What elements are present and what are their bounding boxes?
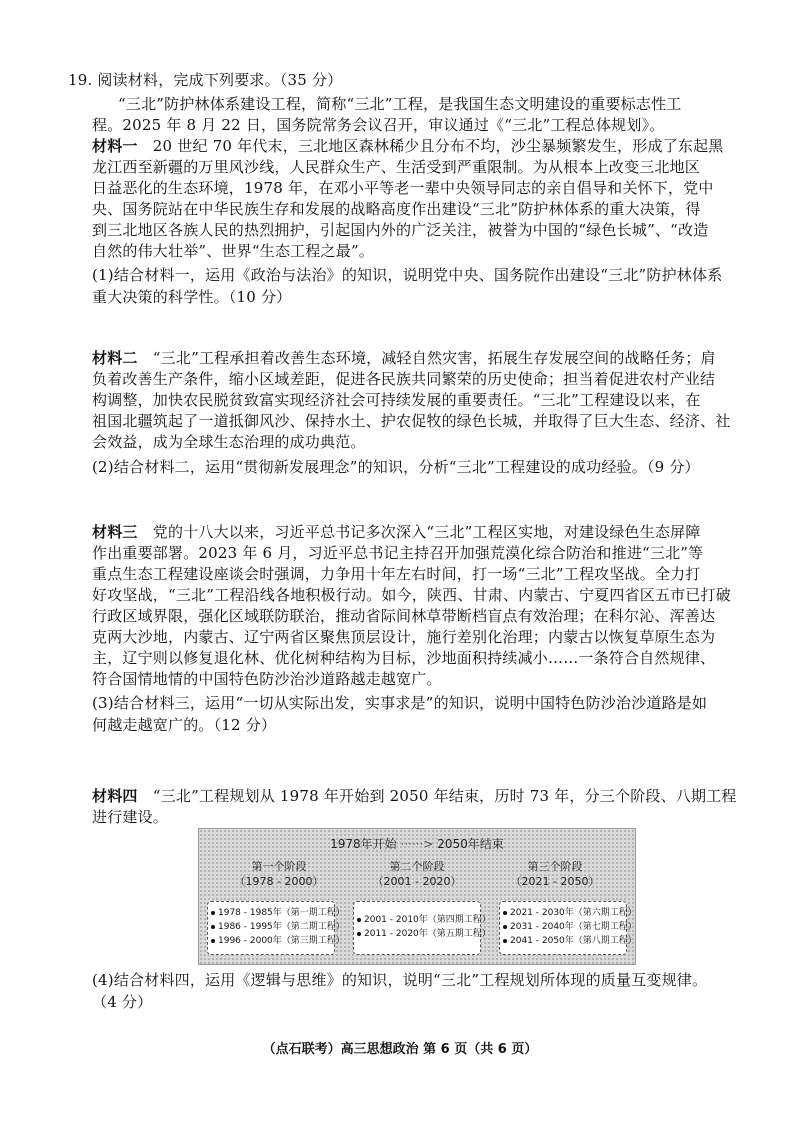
bullet-icon [503, 939, 507, 943]
period-item [357, 913, 491, 927]
bullet-icon [211, 925, 215, 929]
period-label: 2021 - 2030年（第六期工程） [510, 908, 637, 918]
question-header: 19. 阅读材料，完成下列要求。（35 分） [68, 71, 343, 89]
period-item [503, 906, 637, 920]
material2-line-5: 会效益，成为全球生态治理的成功典范。 [92, 433, 366, 451]
material3-label: 材料三 [92, 523, 138, 541]
period-item [211, 906, 345, 920]
bullet-icon [503, 925, 507, 929]
material1-line-5: 到三北地区各族人民的热烈拥护，引起国内外的广泛关注，被誉为中国的“绿色长城”、“改造 [92, 221, 709, 239]
material2-line-3: 构调整，加快农民脱贫致富实现经济社会可持续发展的重要责任。“三北”工程建设以来，在 [92, 391, 701, 409]
material1-label: 材料一 [92, 137, 138, 155]
bullet-icon [211, 911, 215, 915]
stage-1-range: （1978 - 2000） [234, 875, 324, 888]
material3-first-line [92, 522, 754, 542]
stage-2-periods [353, 901, 491, 955]
period-item [503, 934, 637, 948]
period-item [357, 927, 491, 941]
project-stages-diagram [198, 828, 636, 965]
material4-first-line [92, 786, 754, 806]
diagram-title-start: 1978年开始 [330, 837, 397, 851]
period-label: 2001 - 2010年（第四期工程） [364, 915, 491, 925]
stage-1-periods [207, 901, 345, 955]
bullet-icon [503, 911, 507, 915]
period-label: 2041 - 2050年（第八期工程） [510, 936, 637, 946]
question-3-line-2: 何越走越宽广的。（12 分） [92, 716, 277, 734]
diagram-title-end: 2050年结束 [437, 837, 504, 851]
material1-line-4: 央、国务院站在中华民族生存和发展的战略高度作出建设“三北”防护林体系的重大决策，得 [92, 200, 701, 218]
material1-line-1: 20 世纪 70 年代末，三北地区森林稀少且分布不均，沙尘暴频繁发生，形成了东起黑 [137, 137, 724, 155]
period-item [211, 934, 345, 948]
material2-line-1: “三北”工程承担着改善生态环境，减轻自然灾害，拓展生存发展空间的战略任务；肩 [137, 349, 716, 367]
stage-3-header [495, 859, 615, 889]
diagram-title [199, 835, 635, 852]
material1-line-6: 自然的伟大壮举”、世界“生态工程之最”。 [92, 242, 375, 260]
material4-label: 材料四 [92, 787, 138, 805]
material2-label: 材料二 [92, 349, 138, 367]
material3-line-1: 党的十八大以来，习近平总书记多次深入“三北”工程区实地，对建设绿色生态屏障 [137, 523, 701, 541]
stage-2-header [357, 859, 477, 889]
material4-line-2: 进行建设。 [92, 808, 169, 826]
stage-3-range: （2021 - 2050） [510, 875, 600, 888]
stage-2-name: 第二个阶段 [389, 860, 445, 873]
question-4-line-1: (4)结合材料四，运用《逻辑与思维》的知识，说明“三北”工程规划所体现的质量互变规律。 [92, 971, 708, 989]
stage-1-name: 第一个阶段 [251, 860, 307, 873]
material3-line-8: 符合国情地情的中国特色防沙治沙道路越走越宽广。 [92, 670, 442, 688]
bullet-icon [211, 939, 215, 943]
stage-2-range: （2001 - 2020） [372, 875, 462, 888]
material2-first-line [92, 348, 754, 368]
question-3-line-1: (3)结合材料三，运用“一切从实际出发，实事求是”的知识，说明中国特色防沙治沙道路是如 [92, 694, 708, 712]
material3-line-6: 克两大沙地，内蒙古、辽宁两省区聚焦顶层设计，施行差别化治理；内蒙古以恢复草原生态为 [92, 628, 716, 646]
bullet-icon [357, 932, 361, 936]
period-label: 2031 - 2040年（第七期工程） [510, 922, 637, 932]
bullet-icon [357, 918, 361, 922]
stage-3-periods [499, 901, 637, 955]
stage-1-header [219, 859, 339, 889]
material2-line-2: 负着改善生产条件，缩小区域差距，促进各民族共同繁荣的历史使命；担当着促进农村产业结 [92, 370, 716, 388]
material3-line-2: 作出重要部署。2023 年 6 月，习近平总书记主持召开加强荒漠化综合防治和推进“三北”等 [92, 544, 704, 562]
diagram-arrow-icon: ······> [400, 837, 434, 851]
stage-3-name: 第三个阶段 [527, 860, 583, 873]
material3-line-7: 主，辽宁则以修复退化林、优化树种结构为目标，沙地面积持续减小……一条符合自然规律、 [92, 649, 716, 667]
question-1-line-2: 重大决策的科学性。（10 分） [92, 288, 292, 306]
material4-line-1: “三北”工程规划从 1978 年开始到 2050 年结束，历时 73 年，分三个阶段、八期工程 [137, 787, 737, 805]
period-item [503, 920, 637, 934]
question-1-line-1: (1)结合材料一，运用《政治与法治》的知识，说明党中央、国务院作出建设“三北”防护林体系 [92, 266, 723, 284]
question-2: (2)结合材料二，运用“贯彻新发展理念”的知识，分析“三北”工程建设的成功经验。（9 分） [92, 458, 700, 476]
period-label: 1996 - 2000年（第三期工程） [218, 936, 345, 946]
period-label: 1986 - 1995年（第二期工程） [218, 922, 345, 932]
question-4-line-2: （4 分） [92, 993, 153, 1011]
page-footer: （点石联考）高三思想政治 第 6 页（共 6 页） [262, 1042, 538, 1057]
material2-line-4: 祖国北疆筑起了一道抵御风沙、保持水土、护农促牧的绿色长城，并取得了巨大生态、经济、社 [92, 412, 731, 430]
period-label: 2011 - 2020年（第五期工程） [364, 929, 491, 939]
material1-line-3: 日益恶化的生态环境，1978 年，在邓小平等老一辈中央领导同志的亲自倡导和关怀下，党中 [92, 179, 714, 197]
material3-line-4: 好攻坚战，“三北”工程沿线各地积极行动。如今，陕西、甘肃、内蒙古、宁夏四省区五市已打破 [92, 586, 731, 604]
material1-line-2: 龙江西至新疆的万里风沙线，人民群众生产、生活受到严重限制。为从根本上改变三北地区 [92, 158, 701, 176]
material3-line-5: 行政区域界限，强化区域联防联治，推动省际间林草带断档盲点有效治理；在科尔沁、浑善达 [92, 607, 716, 625]
period-item [211, 920, 345, 934]
period-label: 1978 - 1985年（第一期工程） [218, 908, 345, 918]
material3-line-3: 重点生态工程建设座谈会时强调，力争用十年左右时间，打一场“三北”工程攻坚战。全力打 [92, 565, 701, 583]
intro-line-1: “三北”防护林体系建设工程，简称“三北”工程，是我国生态文明建设的重要标志性工 [118, 95, 682, 113]
intro-line-2: 程。2025 年 8 月 22 日，国务院常务会议召开，审议通过《“三北”工程总体规划》。 [92, 116, 665, 134]
material1-first-line [92, 136, 754, 156]
